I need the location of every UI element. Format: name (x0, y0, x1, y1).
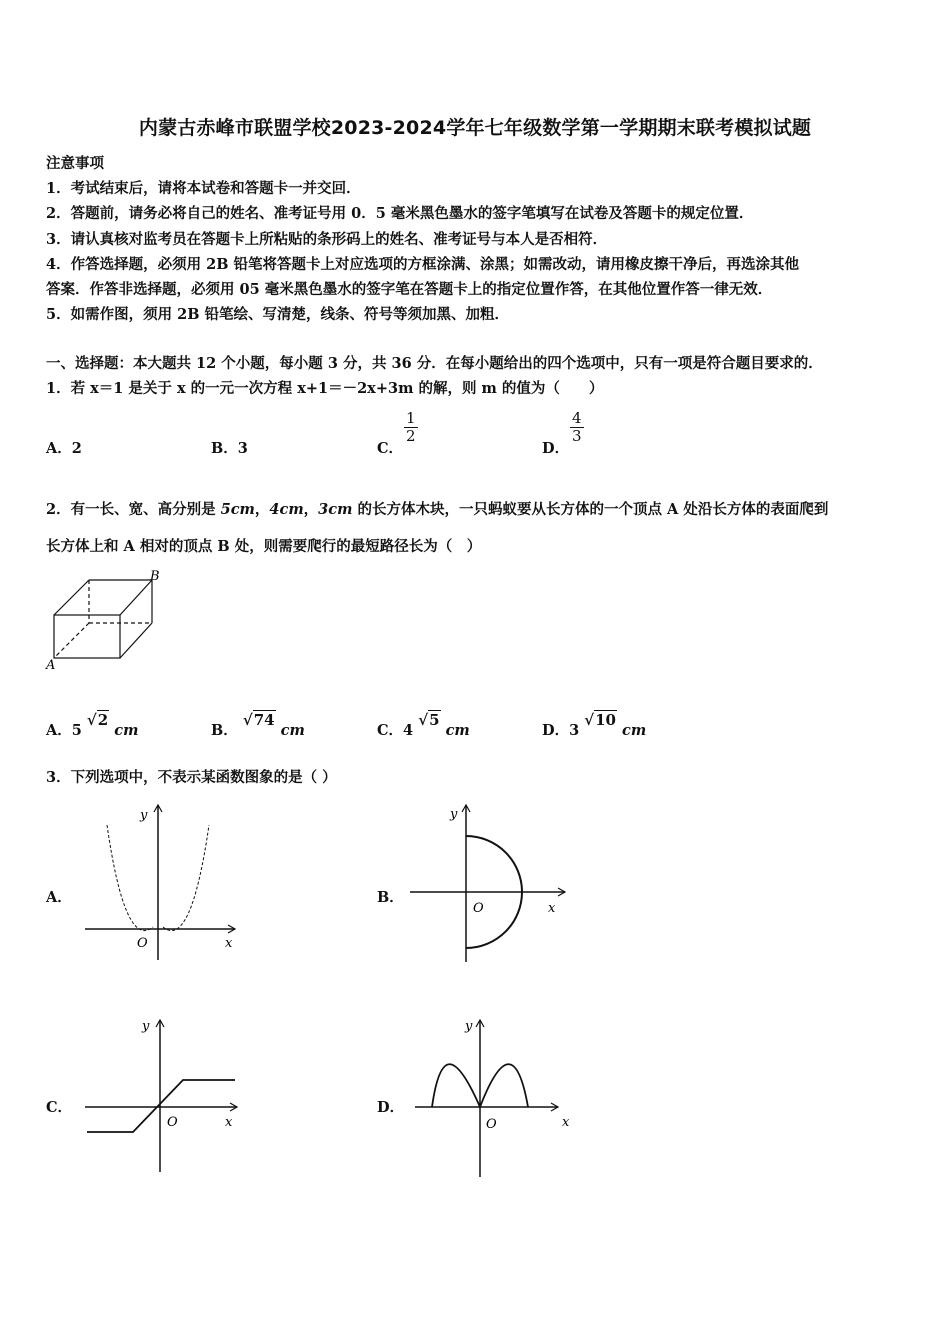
origin-label: O (473, 901, 484, 916)
q2-option-b: B． √74 cm (211, 711, 305, 739)
q1-option-d: D． (542, 440, 570, 457)
q3-option-a-label: A． (46, 889, 72, 906)
q2-option-a: A．5 √2 cm (46, 711, 139, 739)
section-heading: 一、选择题：本大题共 12 个小题，每小题 3 分，共 36 分．在每小题给出的四个选项中，只有一项是符合题目要求的． (46, 355, 823, 372)
q1-option-c: C． (377, 440, 404, 457)
question-2-line2: 长方体上和 A 相对的顶点 B 处，则需要爬行的最短路径长为（ ） (46, 538, 482, 555)
origin-label: O (486, 1117, 497, 1132)
question-2-line1: 2．有一长、宽、高分别是 5cm，4cm，3cm 的长方体木块，一只蚂蚁要从长方体的一个顶点 A 处沿长方体的表面爬到 (46, 501, 829, 518)
notice-item: 答案．作答非选择题，必须用 05 毫米黑色墨水的签字笔在答题卡上的指定位置作答，在其他位置作答一律无效． (46, 281, 773, 298)
graph-a (85, 800, 245, 960)
cuboid-figure (44, 570, 164, 670)
origin-label: O (167, 1115, 178, 1130)
axis-y-label: y (142, 1019, 150, 1034)
question-3-stem: 3．下列选项中，不表示某函数图象的是（ ） (46, 769, 337, 786)
graph-d (410, 1010, 575, 1180)
axis-x-label: x (562, 1115, 570, 1130)
notice-item: 5．如需作图，须用 2B 铅笔绘、写清楚，线条、符号等须加黑、加粗． (46, 306, 510, 323)
axis-y-label: y (450, 807, 458, 822)
q1-option-d-fraction: $\frac{4}{3}$ (572, 409, 582, 445)
graph-c (85, 1010, 245, 1175)
vertex-b-label: B (150, 570, 160, 584)
notice-item: 4．作答选择题，必须用 2B 铅笔将答题卡上对应选项的方框涂满、涂黑；如需改动，请用橡皮擦干净后，再选涂其他 (46, 256, 800, 273)
axis-y-label: y (140, 808, 148, 823)
notice-item: 2．答题前，请务必将自己的姓名、准考证号用 0．5 毫米黑色墨水的签字笔填写在试卷及答题卡的规定位置． (46, 205, 754, 222)
notice-item: 3．请认真核对监考员在答题卡上所粘贴的条形码上的姓名、准考证号与本人是否相符． (46, 231, 608, 248)
q3-option-b-label: B． (377, 889, 404, 906)
graph-b (410, 800, 575, 965)
q3-option-d-label: D． (377, 1099, 405, 1116)
q1-option-c-fraction: $\frac{1}{2}$ (406, 409, 416, 445)
axis-x-label: x (225, 1115, 233, 1130)
axis-x-label: x (548, 901, 556, 916)
question-1-stem: 1．若 x＝1 是关于 x 的一元一次方程 x+1＝－2x+3m 的解，则 m 的值为（ ） (46, 380, 604, 397)
q3-option-c-label: C． (46, 1099, 73, 1116)
vertex-a-label: A (46, 658, 56, 670)
q1-option-b: B．3 (211, 440, 248, 457)
q2-option-c: C．4 √5 cm (377, 711, 470, 739)
axis-y-label: y (465, 1019, 473, 1034)
notice-heading: 注意事项 (46, 155, 104, 172)
origin-label: O (137, 936, 148, 951)
notice-item: 1．考试结束后，请将本试卷和答题卡一并交回． (46, 180, 361, 197)
q2-option-d: D．3 √10 cm (542, 711, 647, 739)
q1-option-a: A．2 (46, 440, 82, 457)
axis-x-label: x (225, 936, 233, 951)
page-title: 内蒙古赤峰市联盟学校2023-2024学年七年级数学第一学期期末联考模拟试题 (138, 117, 812, 139)
